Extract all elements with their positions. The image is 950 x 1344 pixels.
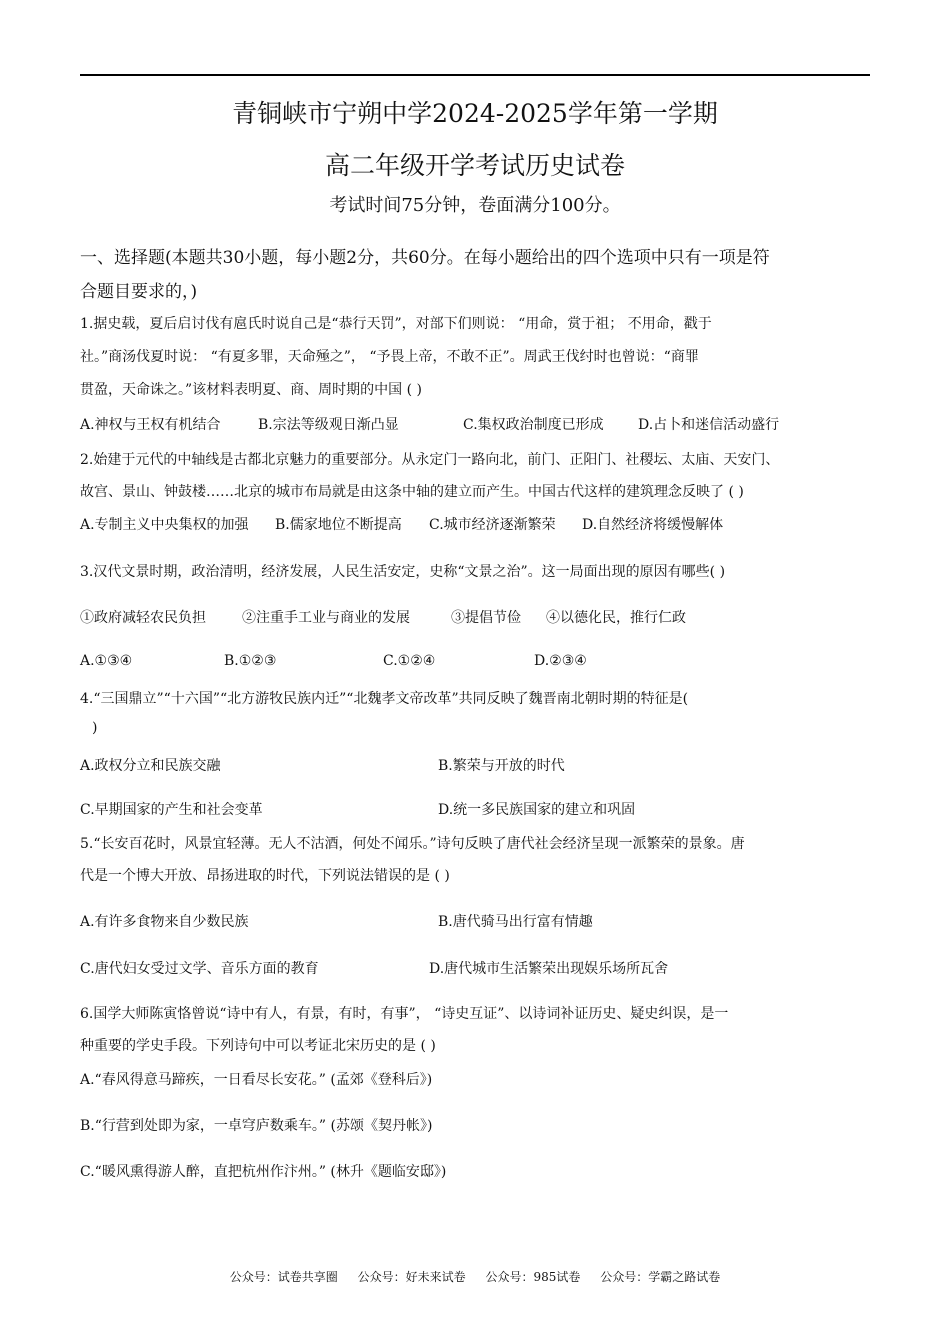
q4-option-d: D.统一多民族国家的建立和巩固 (438, 802, 636, 818)
q1-stem-line3: 贯盈，天命诛之。”该材料表明夏、商、周时期的中国 ( ) (80, 382, 422, 398)
footer-item-2: 公众号：好未来试卷 (357, 1270, 466, 1284)
q1-option-c: C.集权政治制度已形成 (463, 417, 604, 433)
q5-option-c: C.唐代妇女受过文学、音乐方面的教育 (80, 961, 319, 977)
q1-stem-line1: 1.据史载，夏后启讨伐有扈氏时说自己是“恭行天罚”，对部下们则说： “用命，赏于祖； 不用命，戳于 (80, 316, 712, 332)
q6-option-a: A.“春风得意马蹄疾，一日看尽长安花。” (孟郊《登科后》) (80, 1072, 433, 1088)
q5-option-a: A.有许多食物来自少数民族 (80, 914, 249, 930)
q6-stem-line1: 6.国学大师陈寅恪曾说“诗中有人，有景，有时，有事”， “诗史互证”、以诗词补证历史、疑史纠误，是一 (80, 1006, 729, 1022)
q3-statement-1: ①政府减轻农民负担 (80, 610, 206, 626)
q6-option-c: C.“暖风熏得游人醉，直把杭州作汴州。” (林升《题临安邸》) (80, 1164, 447, 1180)
q2-stem-line2: 故宫、景山、钟鼓楼……北京的城市布局就是由这条中轴的建立而产生。中国古代这样的建筑理念反映了 ( ) (80, 484, 744, 500)
exam-title-subject: 高二年级开学考试历史试卷 (324, 151, 625, 180)
q6-option-b: B.“行营到处即为家，一卓穹庐数乘车。” (苏颂《契丹帐》) (80, 1118, 433, 1134)
q5-stem-line1: 5.“长安百花时，风景宜轻薄。无人不沽酒，何处不闻乐。”诗句反映了唐代社会经济呈现一派繁荣的景象。唐 (80, 836, 745, 852)
q4-stem-line1: 4.“三国鼎立”“十六国”“北方游牧民族内迁”“北魏孝文帝改革”共同反映了魏晋南北朝时期的特征是( (80, 691, 689, 707)
q3-stem-line1: 3.汉代文景时期，政治清明，经济发展，人民生活安定，史称“文景之治”。这一局面出现的原因有哪些( ) (80, 564, 726, 580)
q1-option-b: B.宗法等级观日渐凸显 (258, 417, 399, 433)
footer-watermark (0, 1268, 950, 1285)
q3-option-d: D.②③④ (534, 653, 587, 669)
q3-option-b: B.①②③ (224, 653, 277, 669)
q2-stem-line1: 2.始建于元代的中轴线是古都北京魅力的重要部分。从永定门一路向北，前门、正阳门、社稷坛、太庙、天安门、 (80, 452, 780, 468)
q6-stem-line2: 种重要的学史手段。下列诗句中可以考证北宋历史的是 ( ) (80, 1038, 436, 1054)
q3-option-a: A.①③④ (80, 653, 133, 669)
q4-option-a: A.政权分立和民族交融 (80, 758, 221, 774)
top-rule (80, 74, 870, 76)
q3-option-c: C.①②④ (383, 653, 436, 669)
q4-option-b: B.繁荣与开放的时代 (438, 758, 565, 774)
q5-stem-line2: 代是一个博大开放、昂扬进取的时代，下列说法错误的是 ( ) (80, 868, 450, 884)
exam-title-school: 青铜峡市宁朔中学2024-2025学年第一学期 (232, 99, 718, 128)
q4-option-c: C.早期国家的产生和社会变革 (80, 802, 263, 818)
section1-instruction-line1: 一、选择题(本题共30小题，每小题2分，共60分。在每小题给出的四个选项中只有一项是符 (80, 248, 770, 268)
q1-option-a: A.神权与王权有机结合 (80, 417, 221, 433)
q5-option-d: D.唐代城市生活繁荣出现娱乐场所瓦舍 (429, 961, 669, 977)
q4-stem-line2: ) (92, 720, 98, 736)
q2-option-b: B.儒家地位不断提高 (275, 517, 402, 533)
q3-statement-2: ②注重手工业与商业的发展 (242, 610, 410, 626)
footer-item-4: 公众号：学霸之路试卷 (600, 1270, 721, 1284)
q2-option-d: D.自然经济将缓慢解体 (582, 517, 724, 533)
q3-statement-3: ③提倡节俭 (451, 610, 521, 626)
section1-instruction-line2: 合题目要求的，) (80, 282, 198, 302)
q1-stem-line2: 社。”商汤伐夏时说： “有夏多罪，天命殛之”， “予畏上帝，不敢不正”。周武王伐纣时也曾说：“商罪 (80, 349, 699, 365)
q2-option-c: C.城市经济逐渐繁荣 (429, 517, 556, 533)
q3-statement-4: ④以德化民，推行仁政 (546, 610, 686, 626)
q1-option-d: D.占卜和迷信活动盛行 (638, 417, 780, 433)
footer-item-3: 公众号：985试卷 (485, 1270, 581, 1284)
footer-item-1: 公众号：试卷共享圈 (229, 1270, 338, 1284)
q5-option-b: B.唐代骑马出行富有情趣 (438, 914, 593, 930)
q2-option-a: A.专制主义中央集权的加强 (80, 517, 249, 533)
exam-info: 考试时间75分钟，卷面满分100分。 (329, 195, 621, 216)
